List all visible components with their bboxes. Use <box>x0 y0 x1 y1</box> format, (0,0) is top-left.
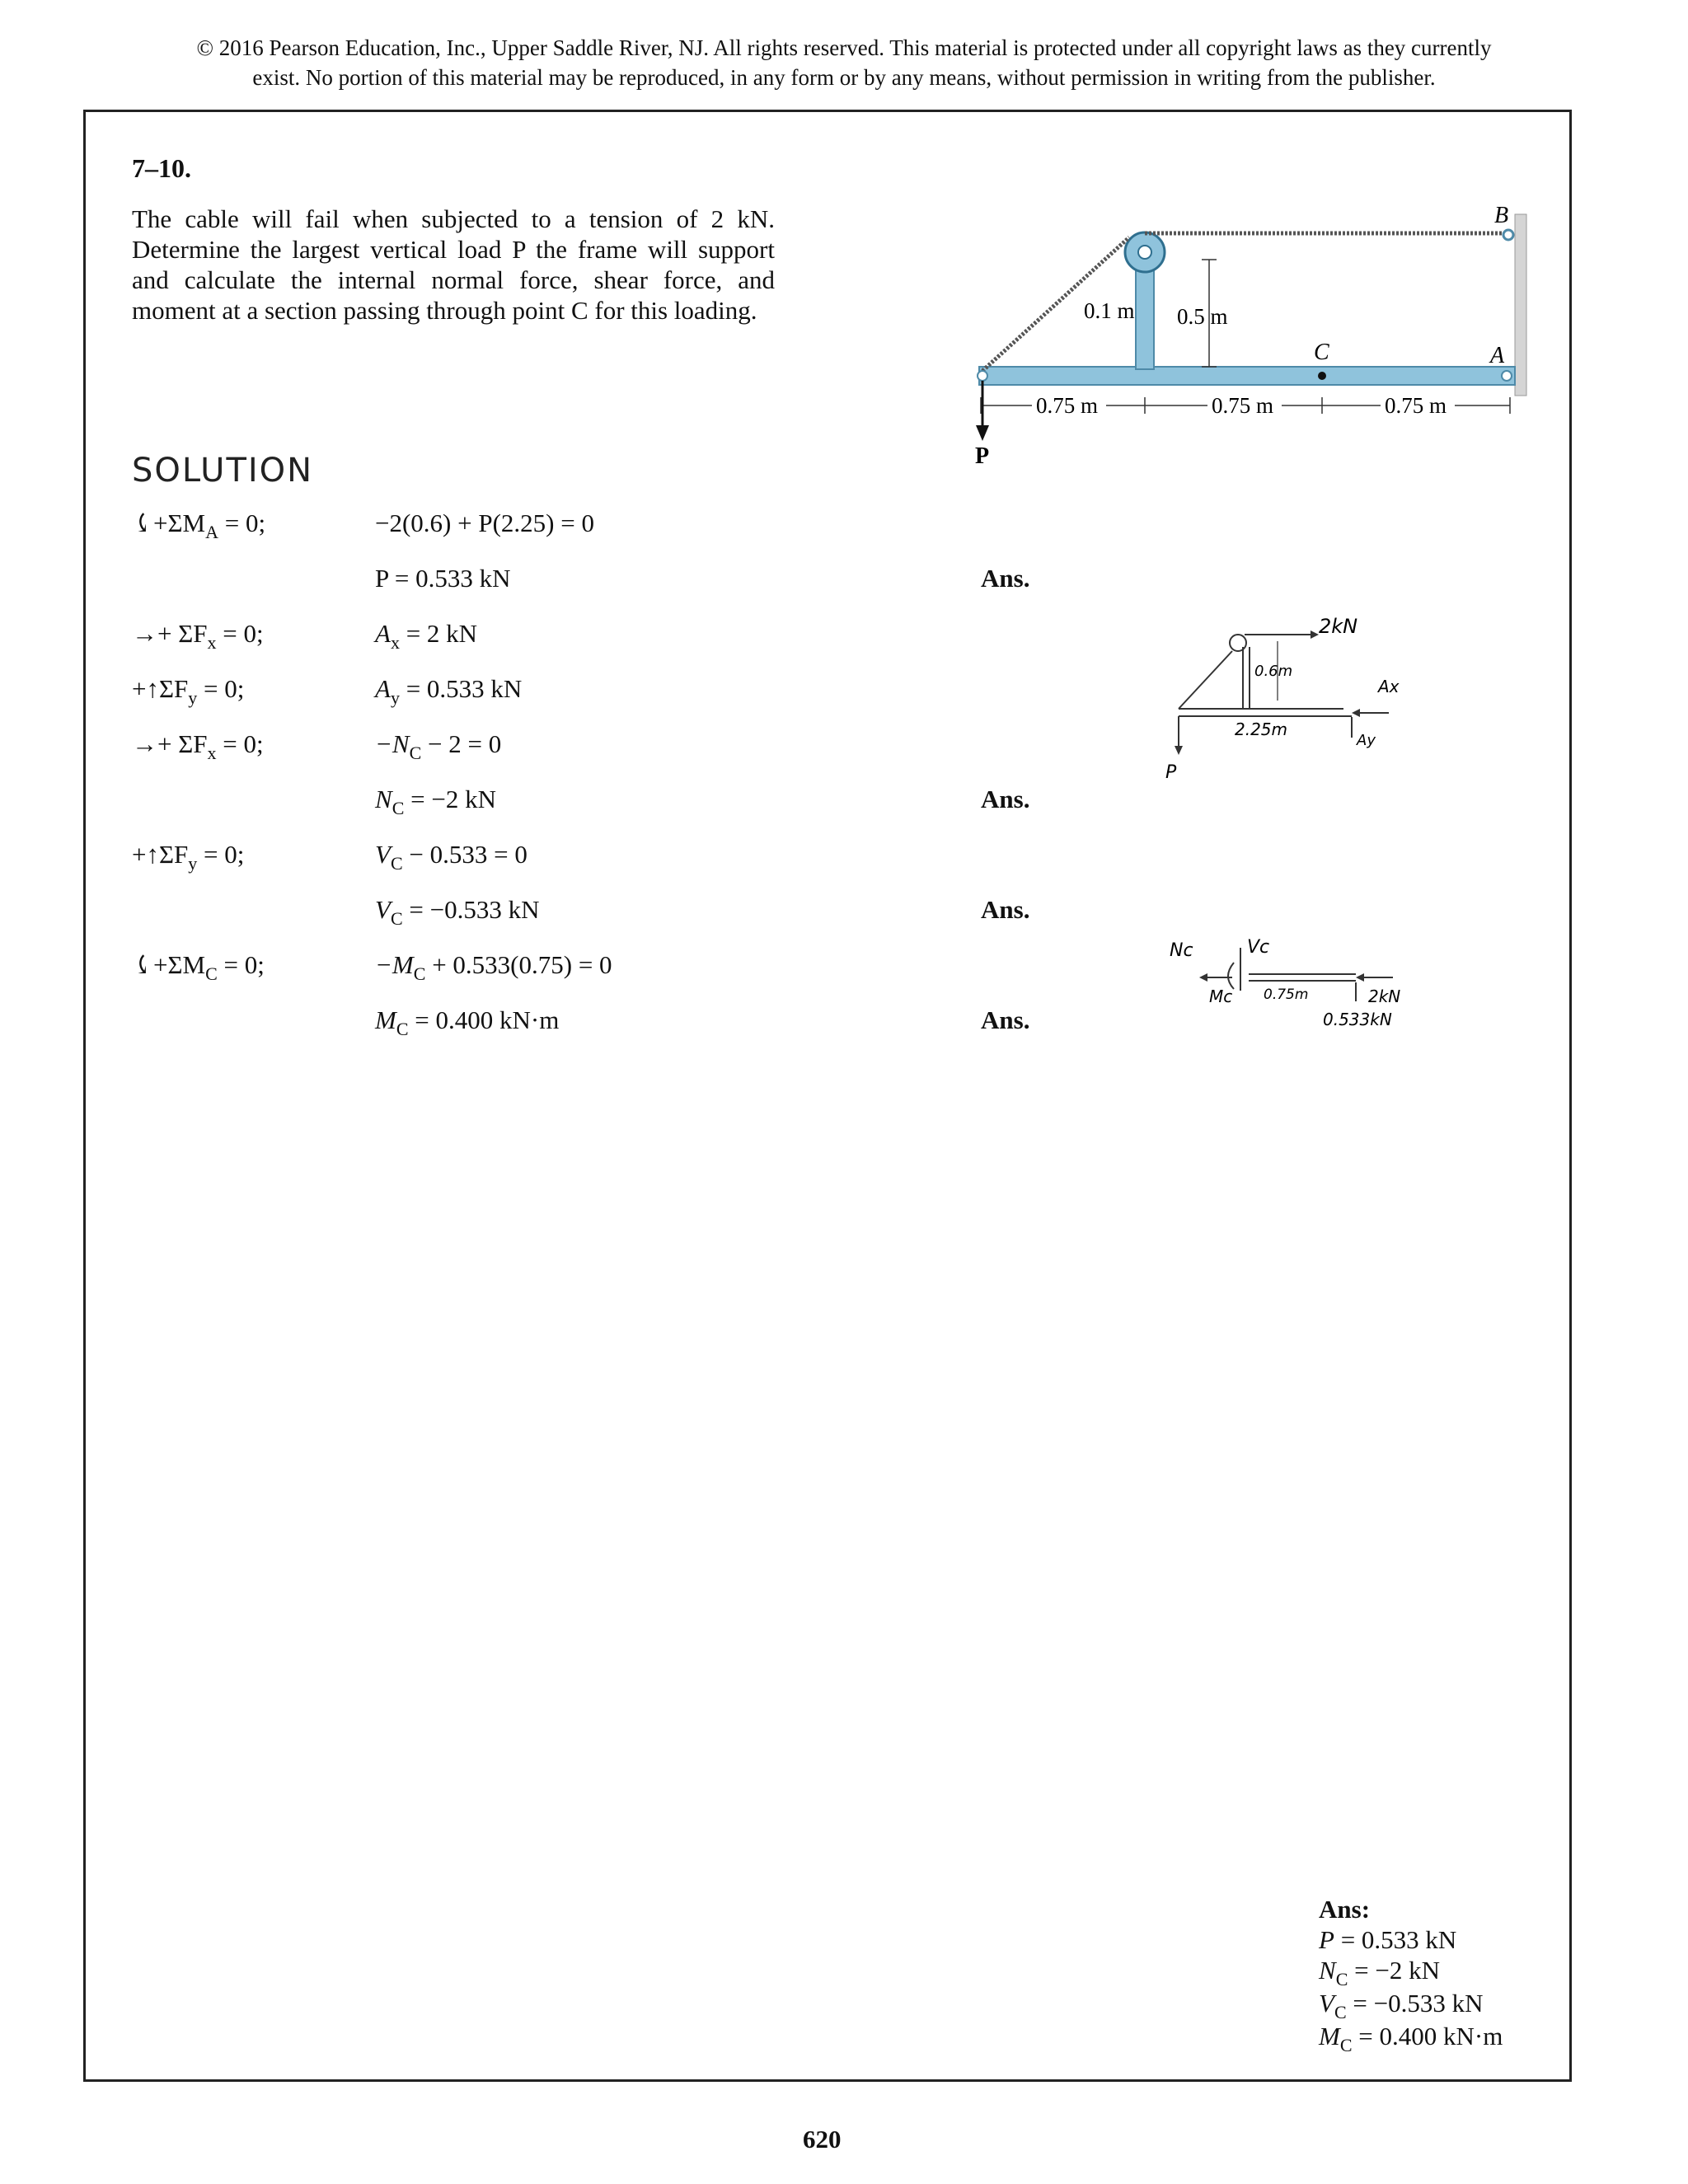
sketch-ay: Ay <box>1357 732 1376 749</box>
summary-p: P = 0.533 kN <box>1319 1925 1457 1954</box>
point-c <box>1318 372 1326 380</box>
problem-number: 7–10. <box>132 153 191 183</box>
horizontal-beam <box>979 367 1515 385</box>
load-arrowhead <box>976 425 989 441</box>
label-b: B <box>1494 203 1509 228</box>
sketch-force-2kn: 2kN <box>1319 615 1358 638</box>
section-sketch <box>1158 931 1438 1038</box>
step-3-label: →+ $\Sigma F_x = 0$; <box>132 619 264 653</box>
solution-heading: SOLUTION <box>132 452 314 490</box>
problem-line-3: and calculate the internal normal force, shear force, and <box>132 265 775 294</box>
pin-left <box>978 371 987 381</box>
problem-statement <box>132 204 775 326</box>
summary-heading: Ans: <box>1319 1895 1371 1924</box>
sketch-ax: Ax <box>1378 677 1400 696</box>
step-4-equation: $A_y = 0.533$ kN <box>375 674 523 708</box>
wall-support <box>1515 214 1526 396</box>
dim-label-01: 0.1 m <box>1084 298 1135 323</box>
page-number: 620 <box>803 2125 842 2154</box>
step-10-ans: Ans. <box>981 1005 1030 1034</box>
sketch-p: P <box>1165 762 1177 783</box>
step-7-equation: $V_C - 0.533 = 0$ <box>375 840 528 874</box>
step-3-equation: $A_x = 2$ kN <box>375 619 478 653</box>
copyright-line-2: exist. No portion of this material may be reproduced, in any form or by any means, without permission in writing from the publisher. <box>252 65 1436 90</box>
step-2-ans: Ans. <box>981 564 1030 593</box>
step-6-ans: Ans. <box>981 785 1030 813</box>
summary-mc: $M_C = 0.400$ kN·m <box>1319 2022 1503 2055</box>
sketch-force-0533: 0.533kN <box>1323 1010 1392 1029</box>
pulley-axle <box>1138 246 1151 259</box>
step-6-equation: $N_C = -2$ kN <box>375 785 496 818</box>
sketch-force-2kn: 2kN <box>1368 987 1401 1006</box>
frame-figure <box>973 198 1550 478</box>
dim-label-c: 0.75 m <box>1385 393 1447 418</box>
copyright-line-1: © 2016 Pearson Education, Inc., Upper Saddle River, NJ. All rights reserved. This material is protected under all copyright laws as they currently <box>196 35 1492 60</box>
label-a: A <box>1490 343 1505 368</box>
problem-line-4: moment at a section passing through point C for this loading. <box>132 296 757 325</box>
step-2-equation: P = 0.533 kN <box>375 564 511 593</box>
label-c: C <box>1314 340 1329 365</box>
sketch-length-075: 0.75m <box>1264 987 1309 1003</box>
sketch-nc: Nc <box>1170 940 1193 961</box>
step-1-label: $⤹+\Sigma M_A = 0$; <box>132 509 266 542</box>
summary-vc: $V_C = -0.533$ kN <box>1319 1989 1484 2022</box>
sketch-height: 0.6m <box>1254 663 1293 680</box>
sketch-length: 2.25m <box>1235 719 1288 739</box>
label-p: P <box>975 443 990 469</box>
sketch-vc: Vc <box>1247 937 1270 958</box>
sketch-mc: Mc <box>1209 987 1233 1006</box>
step-10-equation: $M_C = 0.400$ kN·m <box>375 1005 560 1039</box>
summary-nc: $N_C = -2$ kN <box>1319 1956 1440 1990</box>
hook-b <box>1503 230 1513 240</box>
copyright-notice <box>82 33 1606 92</box>
dim-label-05: 0.5 m <box>1177 304 1228 329</box>
step-5-label: →+ $\Sigma F_x = 0$; <box>132 729 264 763</box>
dim-label-b: 0.75 m <box>1212 393 1274 418</box>
answer-summary <box>1319 1894 1503 2054</box>
step-4-label: $+↑\Sigma F_y = 0$; <box>132 674 245 708</box>
step-9-equation: $-M_C + 0.533(0.75) = 0$ <box>375 950 612 984</box>
step-8-equation: $V_C = -0.533$ kN <box>375 895 540 929</box>
dim-label-a: 0.75 m <box>1036 393 1099 418</box>
problem-line-1: The cable will fail when subjected to a tension of 2 kN. <box>132 204 775 233</box>
free-body-sketch <box>1154 602 1434 791</box>
step-9-label: $⤹+\Sigma M_C = 0$; <box>132 950 265 984</box>
problem-line-2: Determine the largest vertical load P the frame will support <box>132 235 775 264</box>
step-8-ans: Ans. <box>981 895 1030 924</box>
step-1-equation: −2(0.6) + P(2.25) = 0 <box>375 509 594 537</box>
pin-a <box>1502 371 1512 381</box>
step-7-label: $+↑\Sigma F_y = 0$; <box>132 840 245 874</box>
step-5-equation: $-N_C - 2 = 0$ <box>375 729 502 763</box>
